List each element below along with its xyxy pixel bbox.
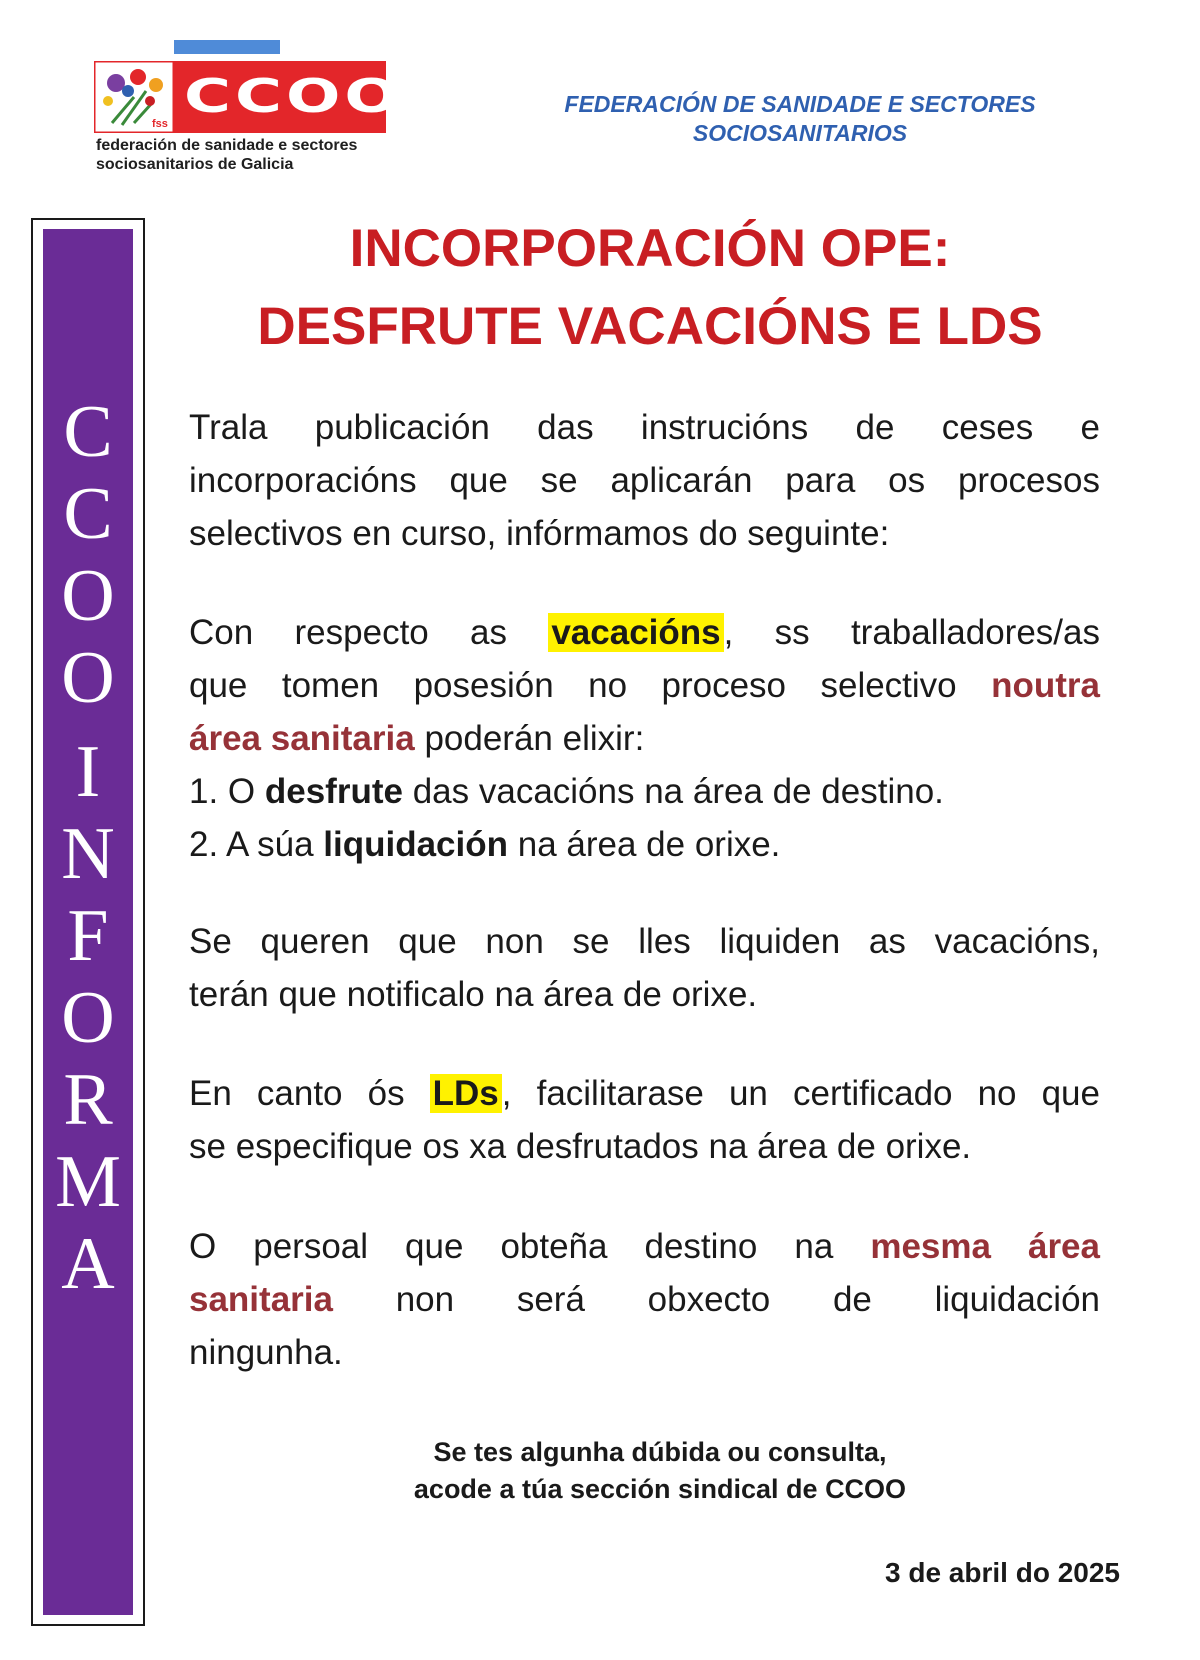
ccoo-informa-band-frame (31, 218, 145, 1626)
ccoo-informa-band (43, 229, 133, 1615)
text-segment: que tomen posesión no proceso selectivo (189, 666, 992, 705)
accent-mesma-area: mesma área (870, 1227, 1100, 1266)
band-letter: A (61, 1223, 115, 1305)
band-word-gap (43, 719, 133, 731)
paragraph-line (189, 1273, 1100, 1326)
page-title-line-2: DESFRUTE VACACIÓNS E LDS (257, 297, 1043, 356)
highlight-lds: LDs (430, 1074, 502, 1113)
text-segment: na área de orixe. (508, 825, 781, 864)
accent-area-sanitaria: área sanitaria (189, 719, 415, 758)
paragraph-intro (189, 401, 1100, 560)
contact-note-line-1: Se tes algunha dúbida ou consulta, (433, 1437, 887, 1467)
text-segment: , ss traballadores/as (723, 613, 1100, 652)
logo-text: CCOO (184, 70, 403, 124)
contact-note (340, 1434, 980, 1508)
federation-header (520, 90, 1080, 148)
text-segment: poderán elixir: (414, 719, 645, 758)
paragraph-line: Trala publicación das instrucións de ceses e (189, 408, 1100, 447)
federation-line-2: SOCIOSANITARIOS (692, 120, 908, 146)
band-letter: C (63, 391, 113, 473)
bold-liquidacion: liquidación (323, 825, 509, 864)
paragraph-lds (189, 1067, 1100, 1173)
band-letter: C (63, 473, 113, 555)
text-segment: O persoal que obteña destino na (189, 1227, 871, 1266)
paragraph-line (189, 659, 1100, 712)
paragraph-line: terán que notificalo na área de orixe. (189, 975, 758, 1014)
text-segment: Con respecto as (189, 613, 549, 652)
paragraph-line (189, 606, 1100, 659)
list-item (189, 818, 1100, 871)
paragraph-line: Se queren que non se lles liquiden as vacacións, (189, 922, 1100, 961)
paragraph-line (189, 1220, 1100, 1273)
text-segment: das vacacións na área de destino. (402, 772, 944, 811)
accent-sanitaria: sanitaria (189, 1280, 333, 1319)
band-letter: F (67, 895, 109, 977)
band-letter: O (61, 977, 115, 1059)
paragraph-notify (189, 915, 1100, 1021)
text-segment: En canto ós (189, 1074, 430, 1113)
band-letter: O (61, 637, 115, 719)
paragraph-line: incorporacións que se aplicarán para os procesos (189, 461, 1100, 500)
band-letter: O (61, 555, 115, 637)
logo-flower-emblem (94, 61, 174, 133)
logo-subtitle-line-1: federación de sanidade e sectores (96, 137, 358, 154)
paragraph-same-area (189, 1220, 1100, 1379)
ccoo-logo (94, 36, 404, 186)
publication-date: 3 de abril do 2025 (885, 1557, 1120, 1588)
paragraph-line: ningunha. (189, 1333, 343, 1372)
paragraph-line (189, 1067, 1100, 1120)
logo-blue-bar (174, 40, 280, 54)
page-title-line-1: INCORPORACIÓN OPE: (349, 219, 951, 278)
paragraph-vacations (189, 606, 1100, 871)
logo-mark-text: fss (152, 118, 168, 130)
band-letter: R (63, 1059, 113, 1141)
highlight-vacacions: vacacións (548, 613, 723, 652)
text-segment: , facilitarase un certificado no que (501, 1074, 1100, 1113)
bold-desfrute: desfrute (264, 772, 403, 811)
text-segment: 2. A súa (189, 825, 324, 864)
band-letters (43, 391, 133, 1305)
band-letter: M (55, 1141, 121, 1223)
logo-subtitle-line-2: sociosanitarios de Galicia (96, 156, 294, 173)
logo-red-box (174, 61, 403, 133)
paragraph-line: selectivos en curso, infórmamos do seguinte: (189, 514, 890, 553)
federation-line-1: FEDERACIÓN DE SANIDADE E SECTORES (564, 91, 1036, 117)
band-letter: N (61, 813, 115, 895)
text-segment: non será obxecto de liquidación (332, 1280, 1100, 1319)
list-item (189, 765, 1100, 818)
paragraph-line: se especifique os xa desfrutados na área de orixe. (189, 1127, 972, 1166)
paragraph-line (189, 712, 1100, 765)
text-segment: 1. O (189, 772, 265, 811)
accent-noutra: noutra (991, 666, 1100, 705)
band-letter: I (75, 731, 101, 813)
logo-subtitle (96, 136, 357, 174)
contact-note-line-2: acode a túa sección sindical de CCOO (413, 1474, 907, 1504)
